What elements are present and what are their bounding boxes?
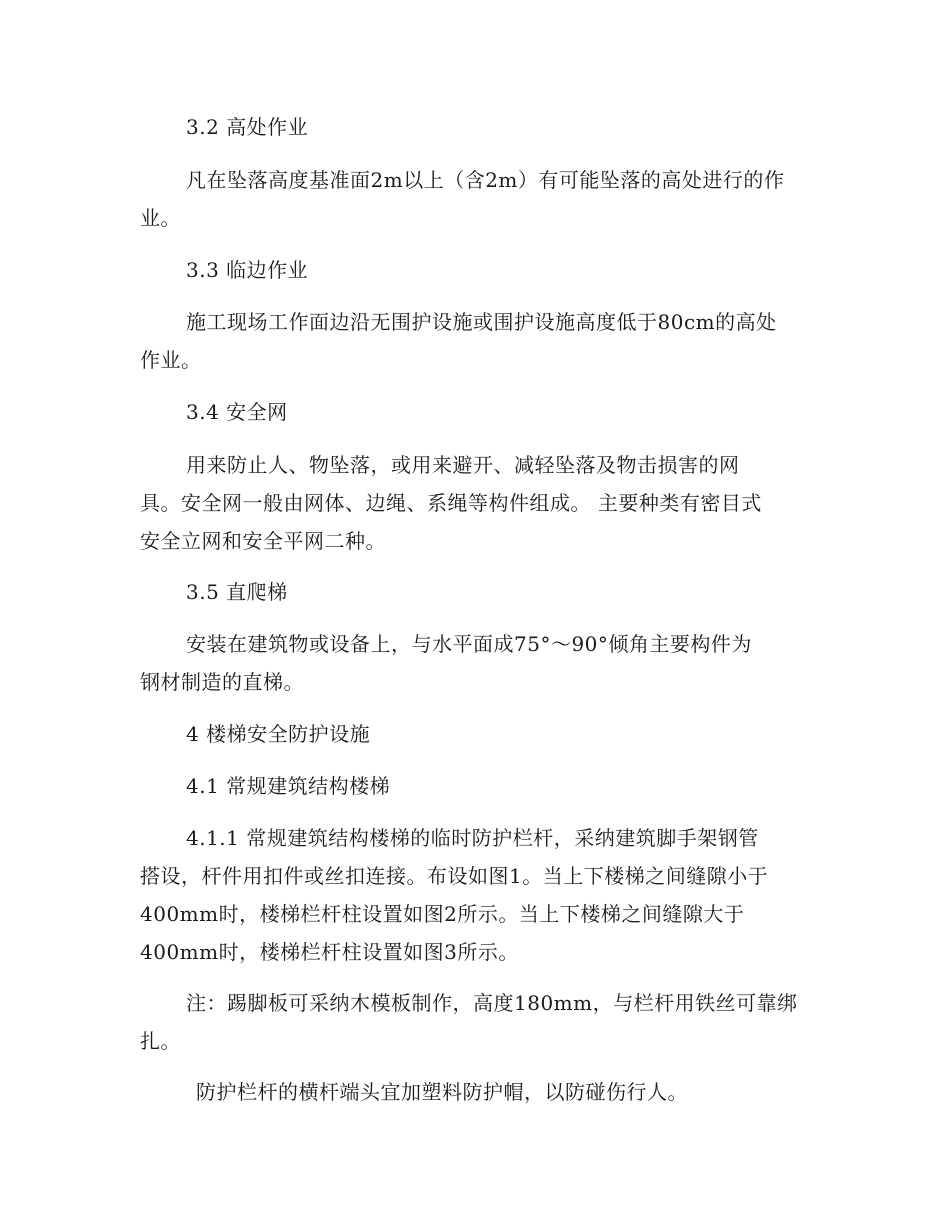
heading-3-5: 3.5 直爬梯 bbox=[186, 580, 288, 604]
paragraph-line: 凡在坠落高度基准面2m以上（含2m）有可能坠落的高处进行的作 bbox=[186, 168, 785, 192]
heading-3-3: 3.3 临边作业 bbox=[186, 258, 309, 282]
heading-3-2: 3.2 高处作业 bbox=[186, 115, 309, 139]
paragraph-line: 安装在建筑物或设备上，与水平面成75°～90°倾角主要构件为 bbox=[186, 632, 752, 656]
paragraph-line: 钢材制造的直梯。 bbox=[140, 670, 304, 694]
heading-4-1: 4.1 常规建筑结构楼梯 bbox=[186, 774, 391, 798]
paragraph-line: 具。安全网一般由网体、边绳、系绳等构件组成。 主要种类有密目式 bbox=[140, 491, 762, 515]
paragraph-line: 用来防止人、物坠落，或用来避开、减轻坠落及物击损害的网 bbox=[186, 453, 740, 477]
paragraph-line: 防护栏杆的横杆端头宜加塑料防护帽，以防碰伤行人。 bbox=[196, 1080, 688, 1104]
paragraph-line: 4.1.1 常规建筑结构楼梯的临时防护栏杆，采纳建筑脚手架钢管 bbox=[186, 826, 759, 850]
paragraph-line: 作业。 bbox=[140, 348, 202, 372]
note-line: 扎。 bbox=[140, 1029, 181, 1053]
paragraph-line: 400mm时，楼梯栏杆柱设置如图2所示。当上下楼梯之间缝隙大于 bbox=[140, 902, 745, 926]
paragraph-line: 业。 bbox=[140, 206, 181, 230]
paragraph-line: 搭设，杆件用扣件或丝扣连接。布设如图1。当上下楼梯之间缝隙小于 bbox=[140, 864, 769, 888]
heading-4: 4 楼梯安全防护设施 bbox=[186, 722, 371, 746]
paragraph-line: 400mm时，楼梯栏杆柱设置如图3所示。 bbox=[140, 940, 519, 964]
paragraph-line: 安全立网和安全平网二种。 bbox=[140, 529, 386, 553]
heading-3-4: 3.4 安全网 bbox=[186, 400, 288, 424]
note-line: 注：踢脚板可采纳木模板制作，高度180mm，与栏杆用铁丝可靠绑 bbox=[186, 991, 798, 1015]
paragraph-line: 施工现场工作面边沿无围护设施或围护设施高度低于80cm的高处 bbox=[186, 310, 777, 334]
